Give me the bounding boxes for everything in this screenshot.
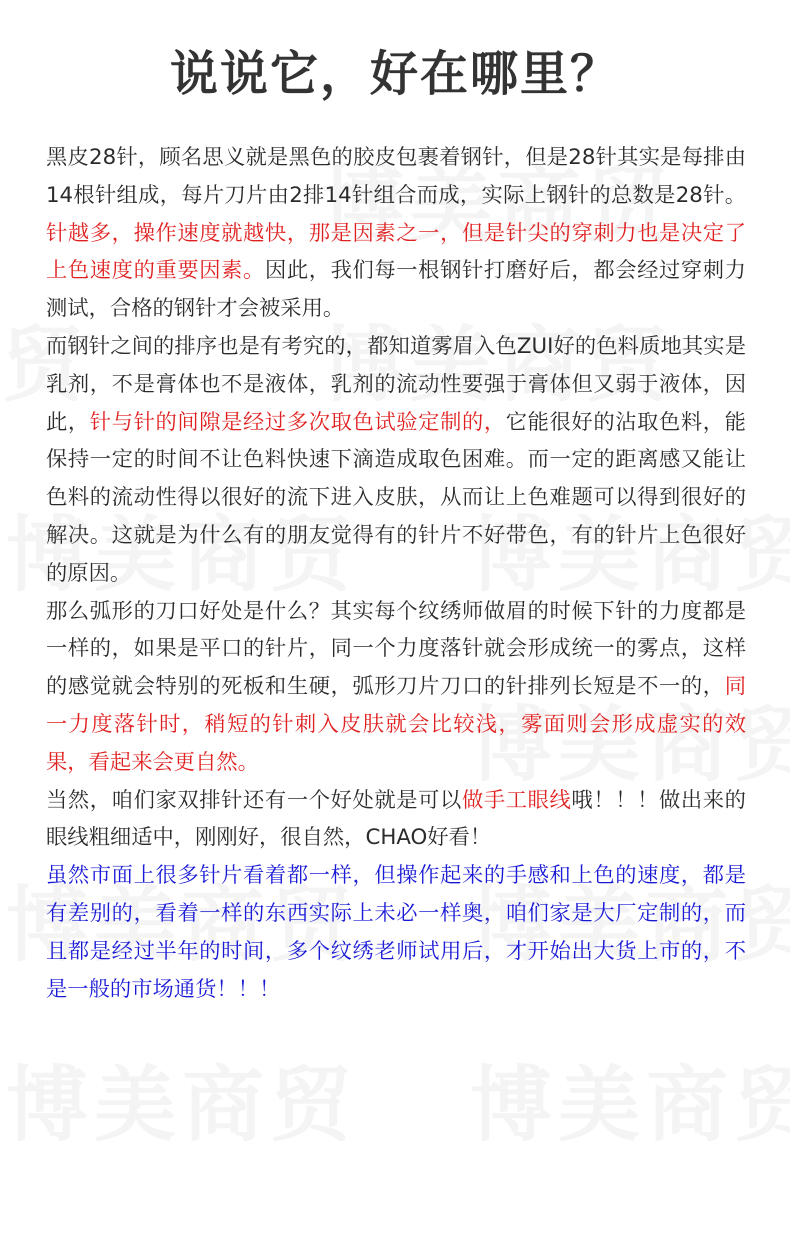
paragraph-text: 它能很好的沾取色料，能保持一定的时间不让色料快速下滴造成取色困难。而一定的距离感又能让色料的流动性得以很好的流下进入皮肤，从而让上色难题可以得到很好的解决。这就是为什么有的朋友觉得有的针片不好带色，有的针片上色很好的原因。 [46,409,746,586]
paragraph-black-skin-needle [46,139,746,328]
paragraph-text: 那么弧形的刀口好处是什么？其实每个纹绣师做眉的时候下针的力度都是一样的，如果是平口的针片，同一个力度落针就会形成统一的雾点，这样的感觉就会特别的死板和生硬，弧形刀片刀口的针排列长短是不一的， [46,598,746,700]
highlight-blue-text: 虽然市面上很多针片看着都一样，但操作起来的手感和上色的速度，都是有差别的，看着一样的东西实际上未必一样奥，咱们家是大厂定制的，而且都是经过半年的时间，多个纹绣老师试用后，才开始出大货上市的，不是一般的市场通货！！！ [46,863,746,1002]
paragraph-curved-blade [46,593,746,782]
highlight-red-text: 做手工眼线 [461,787,572,813]
highlight-red-text: 针与针的间隙是经过多次取色试验定制的， [89,409,506,435]
watermark-text [470,1040,790,1157]
paragraph-factory-custom [46,857,746,1008]
highlight-red-text: 同一力度落针时，稍短的针刺入皮肤就会比较浅，雾面则会形成虚实的效果，看起来会更自然。 [46,674,746,775]
paragraph-needle-spacing [46,328,746,593]
paragraph-text: 哦！！！做出来的眼线粗细适中，刚刚好，很自然，CHAO好看！ [46,787,746,851]
article-body [46,139,746,1008]
paragraph-text: 当然，咱们家双排针还有一个好处就是可以 [46,787,462,813]
paragraph-eyeliner [46,782,746,858]
watermark-text [6,1040,358,1157]
paragraph-text: 黑皮28针，顾名思义就是黑色的胶皮包裹着钢针，但是28针其实是每排由14根针组成，每片刀片由2排14针组合而成，实际上钢针的总数是28针。 [46,145,746,208]
page-title: 说说它，好在哪里？ [169,46,620,102]
paragraph-text: 而钢针之间的排序也是有考究的，都知道雾眉入色ZUI好的色料质地其实是乳剂，不是膏体也不是液体，乳剂的流动性要强于膏体但又弱于液体，因此， [46,333,746,435]
paragraph-text: 因此，我们每一根钢针打磨好后，都会经过穿刺力测试，合格的钢针才会被采用。 [46,258,746,322]
highlight-red-text: 针越多，操作速度就越快，那是因素之一，但是针尖的穿刺力也是决定了上色速度的重要因素。 [46,220,746,284]
